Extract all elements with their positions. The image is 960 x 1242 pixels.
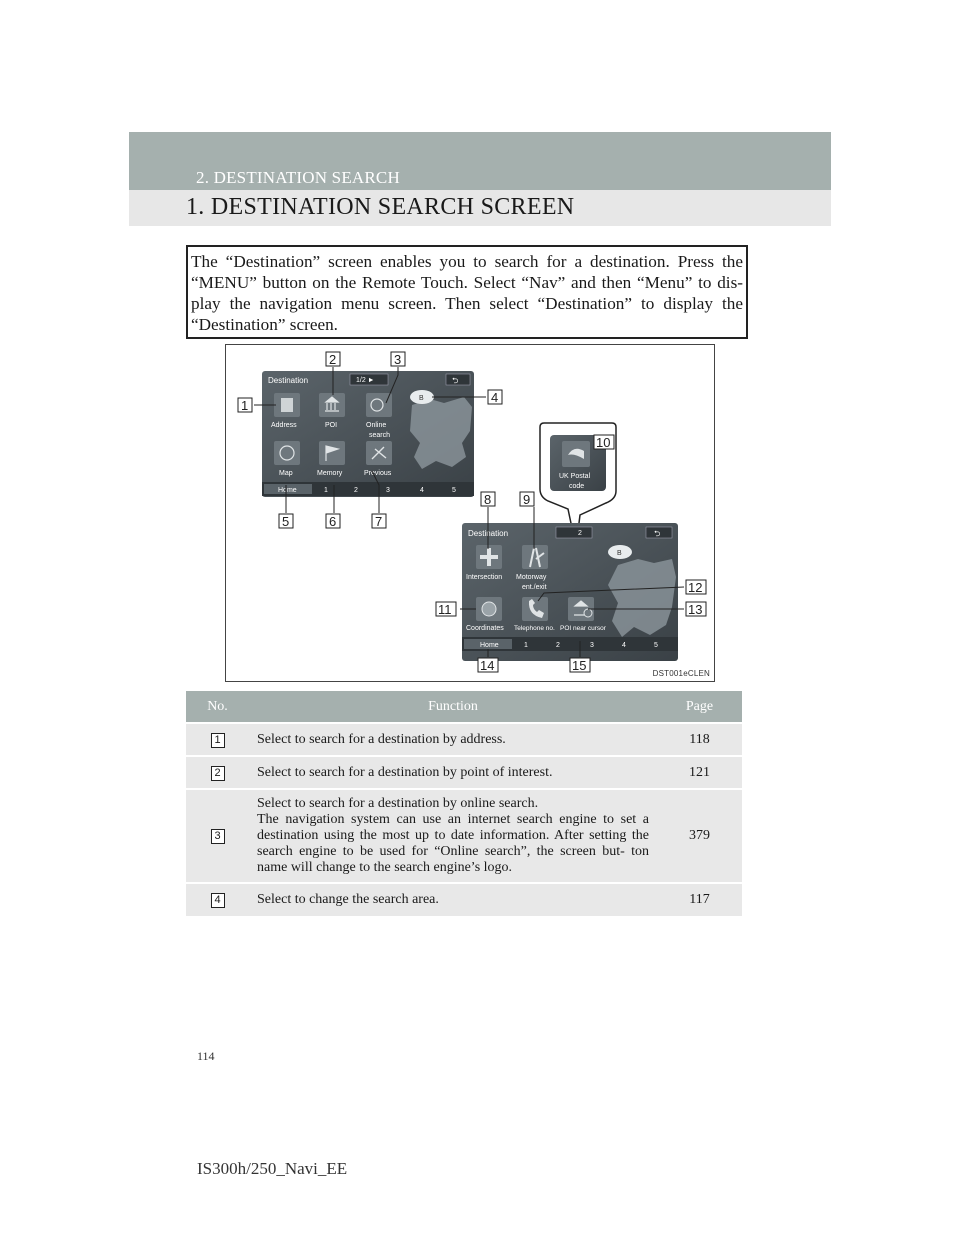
callout-14 [478,658,498,673]
callout-5 [279,514,293,529]
screen1-preset-1[interactable]: 1 [324,487,328,494]
online-label: Online [366,422,387,429]
header-function: Function [249,691,657,723]
table-header-row [186,691,742,723]
screen2-preset-5[interactable]: 5 [654,642,658,649]
poi-near-cursor-label: POI near cursor [560,625,606,632]
row-function: Select to search for a destination by online search. The navigation system can use an internet search engine to set a destination using the most up to date information. After setting the search engine to be used for “Online search”, the screen but- ton name will change to the search engine’s logo. [249,789,657,883]
motorway-label-2: ent./exit [522,584,547,591]
row-function: Select to search for a destination by address. [249,723,657,756]
memory-label: Memory [317,470,343,477]
row-page: 121 [657,756,742,789]
screen1-preset-4[interactable]: 4 [420,487,424,494]
online-label-2: search [369,432,391,439]
page-number: 114 [197,1049,215,1063]
svg-text:7: 7 [375,514,383,529]
uk-postal-label: UK Postal [559,473,591,480]
map-button[interactable] [274,441,300,465]
screen1-back-icon: ⮌ [452,376,459,385]
svg-text:12: 12 [688,580,703,595]
screen1-title: Destination [268,376,309,385]
svg-text:11: 11 [438,602,452,617]
online-search-button[interactable] [366,393,392,417]
poi-label: POI [325,422,338,429]
row-page: 118 [657,723,742,756]
callout-7 [372,514,386,529]
map-label: Map [279,470,293,477]
document-code: IS300h/250_Navi_EE [197,1159,348,1178]
function-table [186,691,742,916]
svg-text:3: 3 [394,352,402,367]
intro-box: The “Destination” screen enables you to search for a destination. Press the “MENU” button on the Remote Touch. Select “Nav” and then “Menu” to dis- play the navigation menu screen. Then select “Destination” to display the “Destination” screen. [186,245,748,339]
row-page: 379 [657,789,742,883]
cursor-marker-icon [584,609,592,617]
svg-text:5: 5 [282,514,290,529]
destination-screen-figure [225,344,715,682]
screen1-region-letter: B [419,395,424,402]
svg-text:2: 2 [329,352,337,367]
callout-12 [686,580,706,595]
screen1-map [410,397,472,469]
svg-text:6: 6 [329,514,337,529]
figure-illustration [226,345,714,681]
row-number-box: 1 [211,733,225,748]
screen1-preset-3[interactable]: 3 [386,487,390,494]
row-function: Select to change the search area. [249,883,657,916]
screen1 [262,371,474,497]
svg-text:15: 15 [572,658,587,673]
callout-2 [326,352,340,367]
callout-6 [326,514,340,529]
screen2-region-letter: B [617,550,622,557]
screen2-home-label: Home [480,642,499,649]
figure-code: DST001eCLEN [652,669,710,678]
row-number-box: 2 [211,766,225,781]
screen2-page-indicator: 2 [578,530,582,537]
svg-text:1: 1 [241,398,249,413]
memory-button[interactable] [319,441,345,465]
row-number-box: 3 [211,829,225,844]
svg-text:14: 14 [480,658,495,673]
callout-9 [520,492,534,507]
page-title: 1. DESTINATION SEARCH SCREEN [186,194,575,220]
coordinates-label: Coordinates [466,625,504,632]
screen1-page-indicator: 1/2 ► [356,377,375,384]
header-page: Page [657,691,742,723]
motorway-label: Motorway [516,574,547,581]
row-function: Select to search for a destination by point of interest. [249,756,657,789]
svg-text:9: 9 [523,492,531,507]
screen2-preset-4[interactable]: 4 [622,642,626,649]
callout-3 [391,352,405,367]
row-page: 117 [657,883,742,916]
screen2-preset-2[interactable]: 2 [556,642,560,649]
address-book-icon [281,398,293,412]
row-number-box: 4 [211,893,225,908]
table-row [186,883,742,916]
screen2-page-button[interactable] [556,527,592,538]
screen2-preset-1[interactable]: 1 [524,642,528,649]
globe-icon [482,602,496,616]
svg-text:10: 10 [596,435,611,450]
screen1-preset-2[interactable]: 2 [354,487,358,494]
screen1-home-label: Home [278,487,297,494]
callout-1 [238,398,252,413]
table-row [186,723,742,756]
section-label: 2. DESTINATION SEARCH [196,168,400,187]
callout-15 [570,658,590,673]
screen2-title: Destination [468,529,509,538]
intersection-label: Intersection [466,574,503,581]
previous-label: Previous [364,470,392,477]
screen2-back-icon: ⮌ [654,529,661,538]
callout-10 [594,435,614,450]
svg-text:4: 4 [491,390,499,405]
address-label: Address [271,422,297,429]
header-no: No. [186,691,249,723]
callout-4 [488,390,502,405]
svg-text:13: 13 [688,602,703,617]
callout-11 [436,602,456,617]
table-row [186,789,742,883]
callout-13 [686,602,706,617]
table-row [186,756,742,789]
telephone-button[interactable] [522,597,548,621]
callout-8 [481,492,495,507]
motorway-button[interactable] [522,545,548,569]
uk-postal-label-2: code [569,483,585,490]
screen1-preset-5[interactable]: 5 [452,487,456,494]
svg-text:8: 8 [484,492,492,507]
telephone-label: Telephone no. [514,625,555,632]
screen2-preset-3[interactable]: 3 [590,642,594,649]
